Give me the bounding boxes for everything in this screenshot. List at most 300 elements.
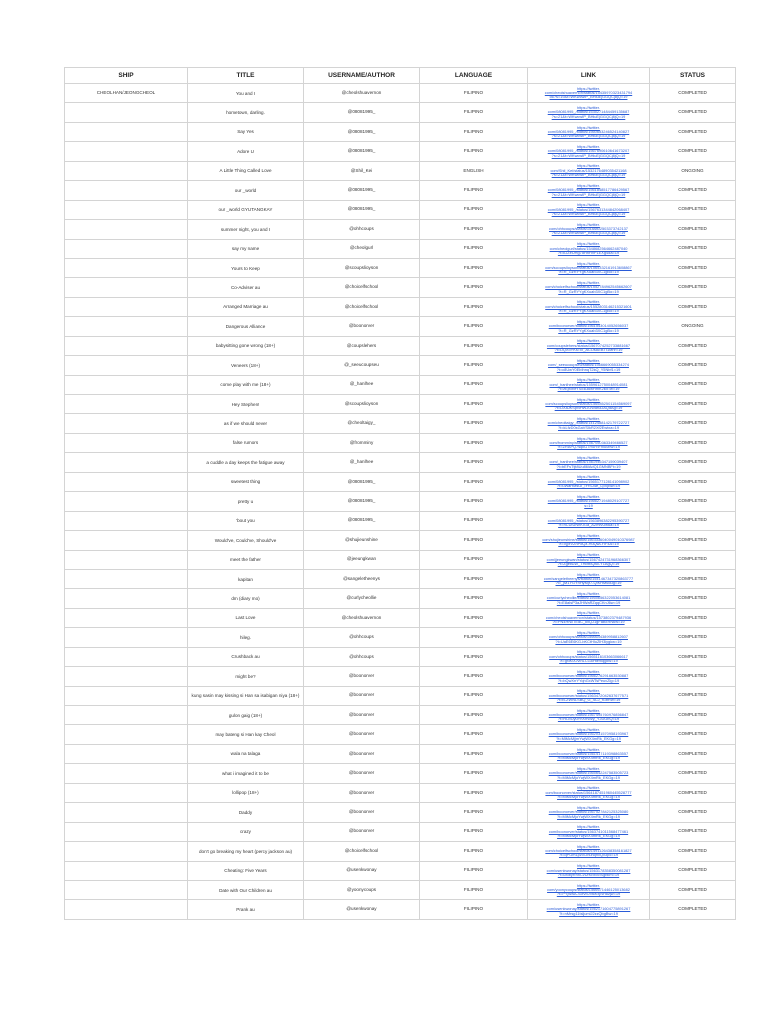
cell-link[interactable] bbox=[528, 220, 650, 239]
cell-status: COMPLETED bbox=[650, 589, 736, 608]
link-text[interactable]: com/_seeucoupseu/status/1566669055334274 bbox=[548, 362, 629, 368]
link-text[interactable]: https://twitter. bbox=[577, 85, 600, 91]
link-text[interactable]: com/shujieunshine/status/1563336040049010376987 bbox=[542, 537, 635, 543]
cell-status: COMPLETED bbox=[650, 239, 736, 258]
cell-link[interactable] bbox=[528, 861, 650, 880]
link-text[interactable]: ?t=nCUIUNhKIGa_AZmlvUw6a=19 bbox=[558, 522, 619, 528]
link-text[interactable]: com/choicelfschool/status/1491126438358161827 bbox=[545, 848, 632, 854]
cell-link[interactable] bbox=[528, 142, 650, 161]
link-text[interactable]: https://twitter. bbox=[577, 863, 600, 869]
link-text[interactable]: ?s=21&t=WKwcwIP_BHiuEjGGQCj8jQ=19 bbox=[551, 230, 626, 236]
table-row bbox=[65, 297, 736, 316]
cell-status: COMPLETED bbox=[650, 122, 736, 141]
link-text[interactable]: com/Shil_Kei/status/1532176489035421168 bbox=[550, 167, 627, 173]
cell-status: COMPLETED bbox=[650, 220, 736, 239]
link-text[interactable]: com/_hanlhee/status/1561946347159039407 bbox=[549, 459, 628, 465]
cell-link[interactable] bbox=[528, 472, 650, 491]
cell-author: @boonorver bbox=[304, 706, 420, 725]
cell-title: wala na talaga bbox=[188, 744, 304, 763]
cell-status: COMPLETED bbox=[650, 764, 736, 783]
cell-link[interactable] bbox=[528, 725, 650, 744]
table-row bbox=[65, 628, 736, 647]
link-text[interactable]: https://twitter. bbox=[577, 105, 600, 111]
cell-link[interactable] bbox=[528, 569, 650, 588]
cell-ship bbox=[65, 667, 188, 686]
cell-link[interactable] bbox=[528, 608, 650, 627]
cell-ship bbox=[65, 783, 188, 802]
cell-language: FILIPINO bbox=[420, 628, 528, 647]
link-text[interactable]: ?t=uMbyRnnCvUrKbbXbSgbkm=19 bbox=[557, 871, 620, 877]
cell-link[interactable] bbox=[528, 880, 650, 899]
cell-ship bbox=[65, 453, 188, 472]
link-text[interactable]: com/curlycheollie/status/1565656322053614081 bbox=[546, 595, 631, 601]
link-text[interactable]: https://twitter. bbox=[577, 260, 600, 266]
cell-link[interactable] bbox=[528, 161, 650, 180]
cell-ship bbox=[65, 550, 188, 569]
link-text[interactable]: com/scoupslioyson/status/1565852501154569097 bbox=[545, 401, 632, 407]
table-row bbox=[65, 395, 736, 414]
link-text[interactable]: com/boonorver/status/1567495760976856847 bbox=[548, 712, 629, 718]
table-row bbox=[65, 900, 736, 919]
link-text[interactable]: https://twitter. bbox=[577, 785, 600, 791]
fanfic-table bbox=[64, 67, 736, 920]
link-text[interactable]: ?t=PN4HNcTEdC_kxQJ1gFaBE9N6w=19 bbox=[552, 619, 625, 625]
cell-author: @curlycheollie bbox=[304, 589, 420, 608]
cell-link[interactable] bbox=[528, 647, 650, 666]
cell-title: Arranged Marriage au bbox=[188, 297, 304, 316]
cell-status: COMPLETED bbox=[650, 628, 736, 647]
cell-status: COMPLETED bbox=[650, 142, 736, 161]
link-text[interactable]: s=19 bbox=[584, 502, 593, 508]
link-text[interactable]: com/usenkwonay/status/1563178358350081287 bbox=[546, 867, 631, 873]
cell-title: kapitan bbox=[188, 569, 304, 588]
cell-link[interactable] bbox=[528, 842, 650, 861]
cell-ship bbox=[65, 686, 188, 705]
cell-language: FILIPINO bbox=[420, 433, 528, 452]
link-text[interactable]: com/ohhcoups/status/1566644389958812607 bbox=[549, 634, 628, 640]
cell-ship bbox=[65, 181, 188, 200]
link-text[interactable]: https://twitter. bbox=[577, 435, 600, 441]
link-text[interactable]: https://twitter. bbox=[577, 474, 600, 480]
cell-author: @boonorver bbox=[304, 725, 420, 744]
link-text[interactable]: com/choicelfschool/status/1552803146215321601 bbox=[545, 303, 632, 309]
link-text[interactable]: ?t=bEFsTtjt8Uu86lAdQ1GMNBFt=19 bbox=[556, 463, 621, 469]
cell-status: COMPLETED bbox=[650, 783, 736, 802]
table-row bbox=[65, 511, 736, 530]
header-row bbox=[65, 68, 736, 84]
link-text[interactable]: ?t=qPGm1pzXDhunqhxQx3p5=19 bbox=[558, 852, 619, 858]
link-text[interactable]: com/08081995_/status/1565177128141098902 bbox=[547, 478, 630, 484]
cell-author: @usenkwonay bbox=[304, 900, 420, 919]
link-text[interactable]: https://twitter. bbox=[577, 513, 600, 519]
link-text[interactable]: https://twitter. bbox=[577, 649, 600, 655]
table-row bbox=[65, 531, 736, 550]
cell-title: as if we should never bbox=[188, 414, 304, 433]
link-text[interactable]: ?s=21&t=WKwcwIP_BHiuEjGGQCj8jQ=19 bbox=[551, 133, 626, 139]
cell-language: FILIPINO bbox=[420, 239, 528, 258]
link-text[interactable]: com/jjeeungkwan/status/1567424731968366307 bbox=[546, 556, 631, 562]
cell-author: @fromminy bbox=[304, 433, 420, 452]
link-text[interactable]: https://twitter. bbox=[577, 668, 600, 674]
cell-title: sweetest thing bbox=[188, 472, 304, 491]
link-text[interactable]: com/08081995_/status/1561848517786429567 bbox=[547, 187, 630, 193]
link-text[interactable]: https://twitter. bbox=[577, 357, 600, 363]
link-text[interactable]: ?t=kJZeUHg7dHnH9P1EXg4da=19 bbox=[557, 249, 620, 255]
link-text[interactable]: ?t=E8aIsP3aJHWaRZqqCKnJ6w=19 bbox=[556, 599, 621, 605]
table-row bbox=[65, 239, 736, 258]
cell-language: FILIPINO bbox=[420, 667, 528, 686]
table-row bbox=[65, 569, 736, 588]
link-text[interactable]: https://twitter. bbox=[577, 182, 600, 188]
cell-ship bbox=[65, 803, 188, 822]
link-text[interactable]: com/boonorver/status/1562031570958193967 bbox=[548, 731, 629, 737]
link-text[interactable]: https://twitter. bbox=[577, 707, 600, 713]
cell-link[interactable] bbox=[528, 744, 650, 763]
table-row bbox=[65, 706, 736, 725]
link-text[interactable]: ?t=MiMcMjoYwjWX4mRk_EKGg=19 bbox=[557, 833, 620, 839]
link-text[interactable]: com/boonorver/status/1563741011568477461 bbox=[548, 828, 629, 834]
cell-title: crazy bbox=[188, 822, 304, 841]
cell-status: COMPLETED bbox=[650, 258, 736, 277]
cell-link[interactable] bbox=[528, 492, 650, 511]
cell-title: Would've, Could've, Should've bbox=[188, 531, 304, 550]
cell-ship bbox=[65, 472, 188, 491]
cell-title: Prank au bbox=[188, 900, 304, 919]
link-text[interactable]: ?t=UaE6E6KG-bKCtHIuZlH3iygkw=19 bbox=[555, 638, 622, 644]
link-text[interactable]: https://twitter. bbox=[577, 765, 600, 771]
link-text[interactable]: com/yoonycoups/status/1566671446125013682 bbox=[547, 886, 630, 892]
link-text[interactable]: https://twitter. bbox=[577, 124, 600, 130]
link-text[interactable]: ?t=MiMcMjoYwjWX4mRk_EKGg=19 bbox=[557, 774, 620, 780]
link-text[interactable]: ?t=MiMcMjoYwjWX4mRk_EKGg=19 bbox=[557, 813, 620, 819]
link-text[interactable]: com/_hanlhee/status/1559612750048914081 bbox=[549, 381, 628, 387]
cell-language: FILIPINO bbox=[420, 511, 528, 530]
cell-link[interactable] bbox=[528, 550, 650, 569]
cell-link[interactable] bbox=[528, 356, 650, 375]
cell-language: FILIPINO bbox=[420, 472, 528, 491]
link-text[interactable]: com/fromminy/status/1567050363349466527 bbox=[549, 439, 628, 445]
link-text[interactable]: ?t=_jM1YGYnHyMjr7-QIKHM65ug=19 bbox=[555, 580, 622, 586]
cell-link[interactable] bbox=[528, 783, 650, 802]
link-text[interactable]: https://twitter. bbox=[577, 318, 600, 324]
cell-link[interactable] bbox=[528, 764, 650, 783]
cell-status: COMPLETED bbox=[650, 433, 736, 452]
cell-author: @yoonycoups bbox=[304, 880, 420, 899]
link-text[interactable]: ?t=XjpfVZnPdQz-HuQwLYIF4A=19 bbox=[558, 541, 619, 547]
table-row bbox=[65, 667, 736, 686]
cell-title: may bateng si Han kay Cheol bbox=[188, 725, 304, 744]
cell-ship bbox=[65, 239, 188, 258]
link-text[interactable]: https://twitter. bbox=[577, 396, 600, 402]
table-row bbox=[65, 220, 736, 239]
link-text[interactable]: 56?s=19&t=WKwcwIP_BHiuEjGGQCj8jQ=19 bbox=[549, 94, 628, 100]
link-text[interactable]: ?s=21&t=WKwcwIP_BHiuEjGGQCj8jQ=19 bbox=[551, 211, 626, 217]
link-text[interactable]: ?t=c8UwY0EbIhnqT2kQ_Y5Nbf1=19 bbox=[556, 366, 621, 372]
cell-language: FILIPINO bbox=[420, 803, 528, 822]
cell-link[interactable] bbox=[528, 375, 650, 394]
cell-link[interactable] bbox=[528, 414, 650, 433]
cell-link[interactable] bbox=[528, 258, 650, 277]
cell-author: @_hanlhee bbox=[304, 375, 420, 394]
table-row bbox=[65, 336, 736, 355]
header-ship: SHIP bbox=[65, 68, 188, 84]
cell-link[interactable] bbox=[528, 667, 650, 686]
cell-author: @08081995_ bbox=[304, 142, 420, 161]
link-text[interactable]: https://twitter. bbox=[577, 280, 600, 286]
cell-language: FILIPINO bbox=[420, 686, 528, 705]
cell-status: COMPLETED bbox=[650, 356, 736, 375]
cell-link[interactable] bbox=[528, 803, 650, 822]
link-text[interactable]: https://twitter. bbox=[577, 552, 600, 558]
cell-title: Co-Adviser au bbox=[188, 278, 304, 297]
link-text[interactable]: ?s=21&t=WKwcwIP_BHiuEjGGQCj8jQ=19 bbox=[551, 191, 626, 197]
link-text[interactable]: ?t=uWaHMsGI_lYrSJ4e_LpXjBw=19 bbox=[556, 483, 621, 489]
link-text[interactable]: com/cheolgurl/status/1548682564662487040 bbox=[549, 245, 628, 251]
table-row bbox=[65, 880, 736, 899]
link-text[interactable]: https://twitter. bbox=[577, 416, 600, 422]
cell-status: COMPLETED bbox=[650, 608, 736, 627]
link-text[interactable]: com/boonorver/status/1564187451960445528777 bbox=[545, 789, 632, 795]
table-row bbox=[65, 433, 736, 452]
link-text[interactable]: https://twitter. bbox=[577, 727, 600, 733]
cell-title: You and I bbox=[188, 84, 304, 103]
table-row bbox=[65, 803, 736, 822]
cell-author: @boonorver bbox=[304, 686, 420, 705]
cell-language: FILIPINO bbox=[420, 783, 528, 802]
cell-link[interactable] bbox=[528, 395, 650, 414]
cell-language: FILIPINO bbox=[420, 84, 528, 103]
cell-status: COMPLETED bbox=[650, 744, 736, 763]
link-text[interactable]: https://twitter. bbox=[577, 143, 600, 149]
link-text[interactable]: ?s=21&t=WKwcwIP_BHiuEjGGQCj8jQ=19 bbox=[551, 152, 626, 158]
cell-ship bbox=[65, 531, 188, 550]
link-text[interactable]: com/cheoltaigy_/status/1412488142179722727 bbox=[547, 420, 630, 426]
link-text[interactable]: com/08081995_/status/1535271484459135687 bbox=[547, 109, 630, 115]
link-text[interactable]: ?t=bQwXrrYYqhGxWTsPeuvZlg=19 bbox=[557, 677, 620, 683]
link-text[interactable]: com/08081995_/status/1567631344842068407 bbox=[547, 206, 630, 212]
link-text[interactable]: ?t=ZgeBLW_THdfxlQ8o-Y1AgQ=19 bbox=[557, 560, 620, 566]
cell-status: COMPLETED bbox=[650, 531, 736, 550]
table-row bbox=[65, 647, 736, 666]
cell-language: FILIPINO bbox=[420, 608, 528, 627]
cell-link[interactable] bbox=[528, 822, 650, 841]
cell-title: Cheating: Five Years bbox=[188, 861, 304, 880]
link-text[interactable]: ?t=MiMcMjoYwjWX4mRk_EKGg=19 bbox=[557, 755, 620, 761]
cell-link[interactable] bbox=[528, 589, 650, 608]
cell-author: @sangeletheenys bbox=[304, 569, 420, 588]
link-text[interactable]: ?s=21&t=WKwcwIP_BHiuEjGGQCj8jQ=19 bbox=[551, 113, 626, 119]
link-text[interactable]: com/boonorver/status/1567527842125325080 bbox=[548, 809, 629, 815]
link-text[interactable]: com/coupslehers/status/1567074252733881667 bbox=[546, 342, 631, 348]
link-text[interactable]: ?t=RLMJyuYnXnWzy_YJDGbQ=19 bbox=[557, 716, 620, 722]
link-text[interactable]: https://twitter. bbox=[577, 163, 600, 169]
spreadsheet bbox=[64, 67, 705, 920]
cell-link[interactable] bbox=[528, 200, 650, 219]
cell-link[interactable] bbox=[528, 686, 650, 705]
link-text[interactable]: com/ohhcoups/status/1538802503373742137 bbox=[549, 226, 628, 232]
link-text[interactable]: com/choicelfschool/status/1552784962545662607 bbox=[545, 284, 632, 290]
cell-title: babysitting gone wrong (18+) bbox=[188, 336, 304, 355]
cell-language: FILIPINO bbox=[420, 725, 528, 744]
cell-link[interactable] bbox=[528, 122, 650, 141]
link-text[interactable]: com/boonorver/status/1563472042637677571 bbox=[548, 692, 629, 698]
cell-ship bbox=[65, 258, 188, 277]
cell-status: COMPLETED bbox=[650, 84, 736, 103]
link-text[interactable]: https://twitter. bbox=[577, 202, 600, 208]
cell-author: @cheolgurl bbox=[304, 239, 420, 258]
link-text[interactable]: https://twitter. bbox=[577, 338, 600, 344]
link-text[interactable]: ?t=ZRAPQ7sqkG7muYtFhiu0bw=19 bbox=[557, 444, 620, 450]
link-text[interactable]: ?t=B-ZWNLSBQ_G_4CJ_fGbRw=19 bbox=[556, 696, 621, 702]
link-text[interactable]: com/ohhcoups/status/1565116103663066617 bbox=[549, 653, 628, 659]
cell-title: a cuddle a day keeps the fatigue away bbox=[188, 453, 304, 472]
cell-link[interactable] bbox=[528, 433, 650, 452]
link-text[interactable]: https://twitter. bbox=[577, 493, 600, 499]
cell-ship bbox=[65, 628, 188, 647]
link-text[interactable]: com/08081995_/status/1563896382295390727 bbox=[547, 517, 630, 523]
cell-title: Daddy bbox=[188, 803, 304, 822]
link-text[interactable]: ?t=DXaJKSpNHWJGW8fuDAQdAg=19 bbox=[554, 405, 623, 411]
cell-status: COMPLETED bbox=[650, 822, 736, 841]
cell-status: COMPLETED bbox=[650, 395, 736, 414]
cell-link[interactable] bbox=[528, 239, 650, 258]
cell-ship bbox=[65, 414, 188, 433]
cell-ship bbox=[65, 861, 188, 880]
cell-author: @boonorver bbox=[304, 822, 420, 841]
link-text[interactable]: https://twitter. bbox=[577, 824, 600, 830]
link-text[interactable]: ?t=R_GzRYYgKXuab3XC1gBo=19 bbox=[558, 308, 619, 314]
link-text[interactable]: ?t=kLfzD0sGaVSIkR2Xf2Ewtxa=19 bbox=[558, 424, 619, 430]
link-text[interactable]: https://twitter. bbox=[577, 688, 600, 694]
cell-title: Adore U bbox=[188, 142, 304, 161]
table-row bbox=[65, 550, 736, 569]
cell-language: FILIPINO bbox=[420, 103, 528, 122]
link-text[interactable]: ?t=gNK0OvIhLCG8Hte9Iqgkw=19 bbox=[559, 658, 618, 664]
table-row bbox=[65, 861, 736, 880]
cell-link[interactable] bbox=[528, 900, 650, 919]
cell-link[interactable] bbox=[528, 336, 650, 355]
cell-author: @_hanlhee bbox=[304, 453, 420, 472]
link-text[interactable]: https://twitter. bbox=[577, 532, 600, 538]
cell-link[interactable] bbox=[528, 317, 650, 336]
cell-status: COMPLETED bbox=[650, 181, 736, 200]
link-text[interactable]: ?t=nMrsg11tsljumlJ2zzQbgBw=19 bbox=[559, 910, 618, 916]
table-row bbox=[65, 200, 736, 219]
link-text[interactable]: com/cheolshuavernon/status/15435970323431794 bbox=[544, 90, 633, 96]
cell-status: COMPLETED bbox=[650, 492, 736, 511]
cell-ship bbox=[65, 900, 188, 919]
link-text[interactable]: ?t=MiMcMjoYwjWX4mRk_EKGg=19 bbox=[557, 794, 620, 800]
cell-ship bbox=[65, 297, 188, 316]
cell-ship bbox=[65, 764, 188, 783]
link-text[interactable]: com/scoupslioyson/status/1565332161913608867 bbox=[545, 264, 632, 270]
cell-ship bbox=[65, 880, 188, 899]
link-text[interactable]: https://twitter. bbox=[577, 299, 600, 305]
link-text[interactable]: https://twitter. bbox=[577, 610, 600, 616]
link-text[interactable]: ?s=21&t=WKwcwIP_BHiuEjGGQCj8jQ=19 bbox=[551, 172, 626, 178]
link-text[interactable]: ?t=zEjMxtrYSc4uBwHmK2kdTw=19 bbox=[557, 385, 620, 391]
cell-link[interactable] bbox=[528, 278, 650, 297]
cell-author: @choicelfschool bbox=[304, 842, 420, 861]
cell-ship bbox=[65, 511, 188, 530]
cell-author: @08081995_ bbox=[304, 200, 420, 219]
cell-title: our _world bbox=[188, 181, 304, 200]
cell-link[interactable] bbox=[528, 531, 650, 550]
link-text[interactable]: ?t=R_GzRYYgKXuab3XC1gBo=19 bbox=[558, 327, 619, 333]
link-text[interactable]: https://twitter. bbox=[577, 902, 600, 908]
cell-link[interactable] bbox=[528, 297, 650, 316]
link-text[interactable]: ?t=PYjwwA-ScfvbJ9i6KxjNH8zjw=19 bbox=[556, 891, 621, 897]
cell-link[interactable] bbox=[528, 181, 650, 200]
cell-link[interactable] bbox=[528, 511, 650, 530]
cell-language: FILIPINO bbox=[420, 647, 528, 666]
cell-language: FILIPINO bbox=[420, 861, 528, 880]
link-text[interactable]: https://twitter. bbox=[577, 804, 600, 810]
cell-status: COMPLETED bbox=[650, 842, 736, 861]
link-text[interactable]: ?t=R_GzRYYgKXuab3XC1gBo=19 bbox=[558, 269, 619, 275]
cell-author: @boonorver bbox=[304, 744, 420, 763]
cell-language: FILIPINO bbox=[420, 142, 528, 161]
link-text[interactable]: com/boonorver/status/1565642247583505723 bbox=[548, 770, 629, 776]
link-text[interactable]: com/boonorver/status/1561417119398863557 bbox=[548, 750, 629, 756]
cell-link[interactable] bbox=[528, 84, 650, 103]
cell-status: COMPLETED bbox=[650, 297, 736, 316]
cell-title: Date with Our Children au bbox=[188, 880, 304, 899]
link-text[interactable]: com/boonorver/status/1566276291663530887 bbox=[548, 673, 629, 679]
cell-title: our _world GYUTANGKAY bbox=[188, 200, 304, 219]
cell-link[interactable] bbox=[528, 706, 650, 725]
cell-title: A Little Thing Called Love bbox=[188, 161, 304, 180]
link-text[interactable]: https://twitter. bbox=[577, 221, 600, 227]
link-text[interactable]: com/08081995_/status/1566271948029107727 bbox=[547, 498, 630, 504]
link-text[interactable]: com/08081995_/status/1567690610641673207 bbox=[547, 148, 630, 154]
table-row bbox=[65, 414, 736, 433]
cell-language: FILIPINO bbox=[420, 375, 528, 394]
link-text[interactable]: ?t=MiMcMjjmYwjWX4mRk_EKGg=19 bbox=[556, 735, 621, 741]
link-text[interactable]: ?t=DQXoYKsTIc_ACOsAEBTI1Mnr=19 bbox=[554, 347, 623, 353]
table-row bbox=[65, 686, 736, 705]
table-row bbox=[65, 122, 736, 141]
cell-link[interactable] bbox=[528, 453, 650, 472]
link-text[interactable]: https://twitter. bbox=[577, 843, 600, 849]
link-text[interactable]: https://twitter. bbox=[577, 377, 600, 383]
cell-author: @choicelfschool bbox=[304, 278, 420, 297]
link-text[interactable]: https://twitter. bbox=[577, 454, 600, 460]
cell-title: Hey Stephen! bbox=[188, 395, 304, 414]
link-text[interactable]: https://twitter. bbox=[577, 882, 600, 888]
link-text[interactable]: ?t=R_GzRYYgKXuab3XC1gBo=19 bbox=[558, 288, 619, 294]
link-text[interactable]: https://twitter. bbox=[577, 629, 600, 635]
cell-author: @boonorver bbox=[304, 803, 420, 822]
cell-link[interactable] bbox=[528, 103, 650, 122]
table-row bbox=[65, 608, 736, 627]
link-text[interactable]: com/boonorver/status/1561543014052656037 bbox=[548, 323, 629, 329]
cell-link[interactable] bbox=[528, 628, 650, 647]
link-text[interactable]: com/usenkwonay/status/1562171604775891267 bbox=[546, 906, 631, 912]
cell-ship bbox=[65, 161, 188, 180]
link-text[interactable]: https://twitter. bbox=[577, 241, 600, 247]
link-text[interactable]: https://twitter. bbox=[577, 746, 600, 752]
cell-ship bbox=[65, 608, 188, 627]
link-text[interactable]: com/cheolshuavernon/status/1573802379487936 bbox=[545, 614, 632, 620]
link-text[interactable]: com/sangeletheenys/status/1541467347320863777 bbox=[543, 575, 634, 581]
table-row bbox=[65, 472, 736, 491]
link-text[interactable]: https://twitter. bbox=[577, 571, 600, 577]
cell-language: FILIPINO bbox=[420, 395, 528, 414]
link-text[interactable]: com/08081995_/status/1560653246524140827 bbox=[547, 128, 630, 134]
link-text[interactable]: https://twitter. bbox=[577, 591, 600, 597]
cell-author: @boonorver bbox=[304, 317, 420, 336]
